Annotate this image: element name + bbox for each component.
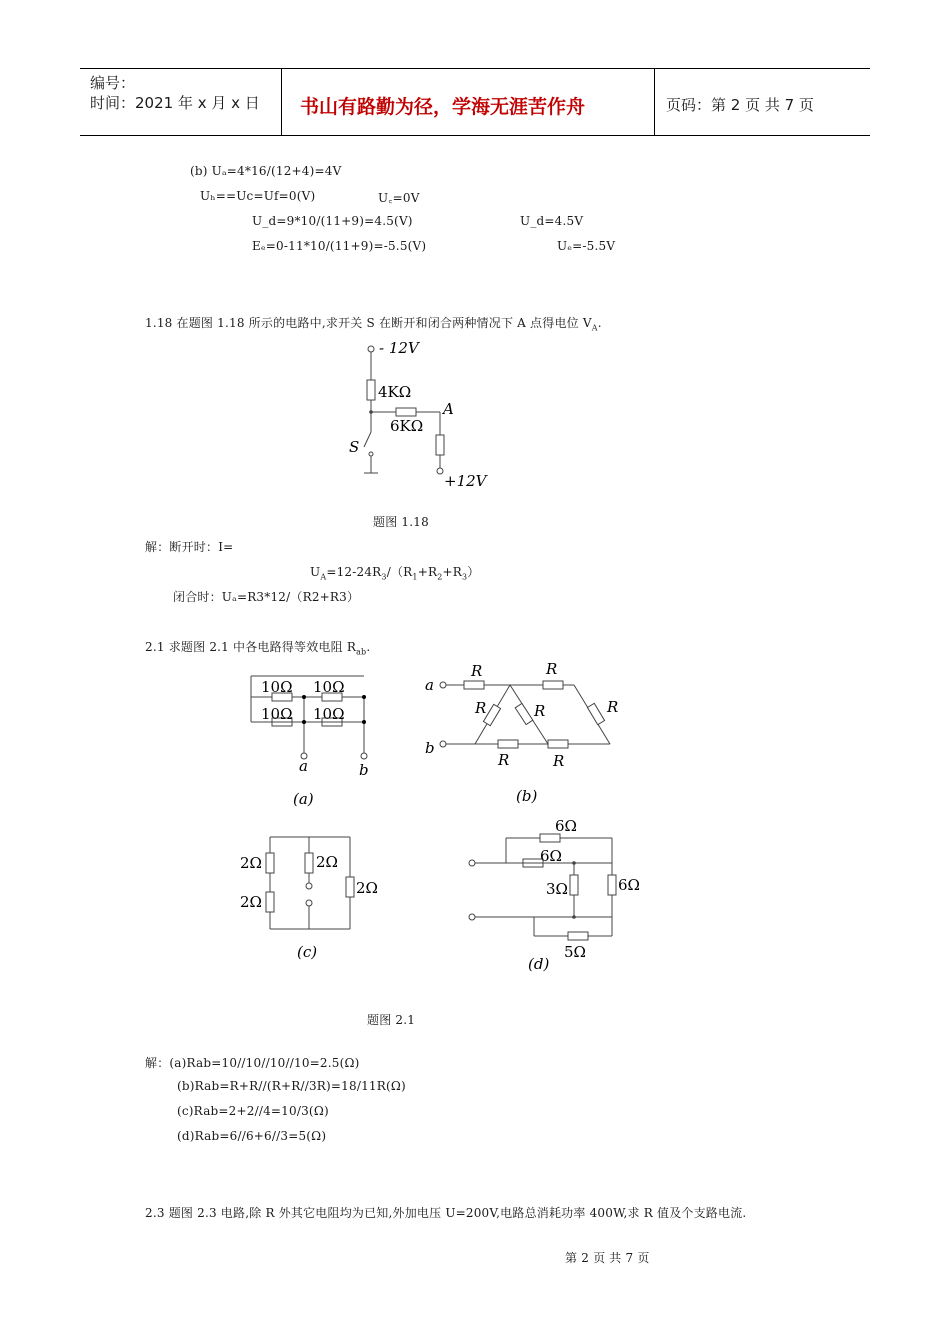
label-b: b — [359, 761, 369, 779]
figure-2-1-a — [240, 668, 380, 813]
problem-21-text: 2.1 求题图 2.1 中各电路得等效电阻 R — [145, 640, 357, 654]
label-r2: 6KΩ — [390, 417, 424, 435]
switch-blade — [364, 432, 371, 447]
resistor-mid — [305, 853, 313, 873]
label-r1: 4KΩ — [378, 383, 412, 401]
header-number-label: 编号： — [90, 74, 136, 92]
label-r: R — [471, 662, 483, 680]
solution-118-ua — [310, 563, 479, 581]
resistor-diag-mid — [515, 703, 533, 724]
label-r: R — [607, 698, 619, 716]
label-switch: S — [349, 438, 360, 456]
label-bottom-source: +12V — [444, 472, 487, 490]
figure-2-1-d — [460, 815, 660, 975]
label-figure-a: (a) — [293, 790, 314, 808]
label-r: 3Ω — [546, 880, 568, 898]
switch-contact — [369, 452, 373, 456]
text-line: Uₑ=-5.5V — [557, 239, 616, 253]
terminal-b — [361, 753, 367, 759]
text-line: U꜀=0V — [378, 191, 420, 205]
resistor-bottom-right — [548, 740, 568, 748]
solution-21-line: (d)Rab=6//6+6//3=5(Ω) — [177, 1129, 327, 1143]
problem-118-text: 1.18 在题图 1.18 所示的电路中,求开关 S 在断开和闭合两种情况下 A 点得电位 V — [145, 316, 592, 330]
text: U — [310, 565, 321, 579]
text-line: Eₑ=0-11*10/(11+9)=-5.5(V) — [252, 239, 427, 253]
subscript: 3 — [381, 572, 387, 582]
header-divider-1 — [281, 68, 282, 136]
terminal-top — [469, 860, 475, 866]
label-figure-c: (c) — [297, 943, 318, 961]
resistor-right — [346, 877, 354, 897]
caption-118: 题图 1.18 — [373, 515, 429, 529]
problem-21-statement — [145, 638, 370, 656]
label-r: R — [546, 660, 558, 678]
subscript: 2 — [437, 572, 443, 582]
label-r: 10Ω — [261, 705, 293, 723]
resistor-bottom-left — [498, 740, 518, 748]
label-r: 2Ω — [356, 879, 378, 897]
subscript: 3 — [461, 572, 468, 582]
resistor-3 — [570, 875, 578, 895]
resistor-top-right — [543, 681, 563, 689]
caption-21: 题图 2.1 — [367, 1013, 416, 1027]
terminal-bottom — [469, 914, 475, 920]
resistor-5 — [568, 932, 588, 940]
header-bottom-rule — [80, 135, 870, 136]
figure-2-1-b — [420, 655, 640, 810]
label-figure-d: (d) — [528, 955, 550, 973]
resistor-diag-right — [587, 703, 604, 724]
label-r: R — [534, 702, 546, 720]
header-motto: 书山有路勤为径，学海无涯苦作舟 — [300, 96, 586, 118]
problem-23-statement: 2.3 题图 2.3 电路,除 R 外其它电阻均为已知,外加电压 U=200V,电路总消耗功率 400W,求 R 值及个支路电流. — [145, 1206, 747, 1220]
label-r: 10Ω — [313, 705, 345, 723]
header-page-code: 页码：第 2 页 共 7 页 — [666, 96, 814, 114]
terminal-bottom — [437, 468, 443, 474]
label-a: a — [299, 757, 308, 775]
resistor-left-bottom — [266, 892, 274, 912]
label-r: 5Ω — [564, 943, 586, 961]
label-r: R — [553, 752, 565, 770]
label-r: 2Ω — [240, 893, 262, 911]
text-line: U_d=4.5V — [520, 214, 584, 228]
solution-118-open: 解：断开时：I= — [145, 540, 234, 554]
page-footer: 第 2 页 共 7 页 — [565, 1251, 650, 1265]
label-r: 10Ω — [313, 678, 345, 696]
subscript: ab — [356, 647, 367, 657]
resistor-top — [540, 834, 560, 842]
resistor-4k — [367, 380, 375, 400]
label-r: 6Ω — [618, 876, 640, 894]
punct: . — [597, 316, 602, 330]
solution-21-line: (c)Rab=2+2//4=10/3(Ω) — [177, 1104, 329, 1118]
solution-21-line: 解：(a)Rab=10//10//10//10=2.5(Ω) — [145, 1056, 360, 1070]
label-r: 2Ω — [316, 853, 338, 871]
terminal-top — [368, 346, 374, 352]
resistor-6k — [396, 408, 416, 416]
terminal-bottom — [306, 900, 312, 906]
text-line: (b) Uₐ=4*16/(12+4)=4V — [190, 164, 342, 178]
text: ） — [467, 565, 480, 579]
terminal-a — [440, 682, 446, 688]
punct: . — [366, 640, 371, 654]
label-r: R — [475, 699, 487, 717]
text-line: U_d=9*10/(11+9)=4.5(V) — [252, 214, 413, 228]
label-top-source: - 12V — [379, 339, 419, 357]
label-r: 6Ω — [540, 847, 562, 865]
resistor-right-6 — [608, 875, 616, 895]
resistor-left-top — [266, 853, 274, 873]
text-line: Uₕ==Uc=Uf=0(V) — [200, 189, 316, 203]
text: +R — [442, 565, 462, 579]
subscript: 1 — [412, 572, 418, 582]
subscript: A — [591, 323, 598, 333]
resistor-right — [436, 435, 444, 455]
label-node-a: A — [443, 400, 454, 418]
terminal-top — [306, 883, 312, 889]
resistor-top-left — [464, 681, 484, 689]
subscript: A — [320, 572, 327, 582]
solution-118-closed: 闭合时：Uₐ=R3*12/（R2+R3） — [173, 590, 360, 604]
text: /（R — [386, 565, 413, 579]
label-r: 6Ω — [555, 817, 577, 835]
label-r: R — [498, 751, 510, 769]
figure-2-1-c — [230, 825, 390, 965]
header-time-label: 时间：2021 年 x 月 x 日 — [90, 94, 260, 112]
problem-118-statement — [145, 314, 602, 332]
figure-1-18 — [340, 335, 510, 495]
header-divider-2 — [654, 68, 655, 136]
text: +R — [417, 565, 438, 579]
terminal-b — [440, 741, 446, 747]
label-b: b — [425, 739, 435, 757]
text: =12-24R — [326, 565, 382, 579]
solution-21-line: (b)Rab=R+R//(R+R//3R)=18/11R(Ω) — [177, 1079, 406, 1093]
label-r: 2Ω — [240, 854, 262, 872]
header-top-rule — [80, 68, 870, 69]
label-a: a — [425, 676, 434, 694]
label-r: 10Ω — [261, 678, 293, 696]
label-figure-b: (b) — [516, 787, 538, 805]
